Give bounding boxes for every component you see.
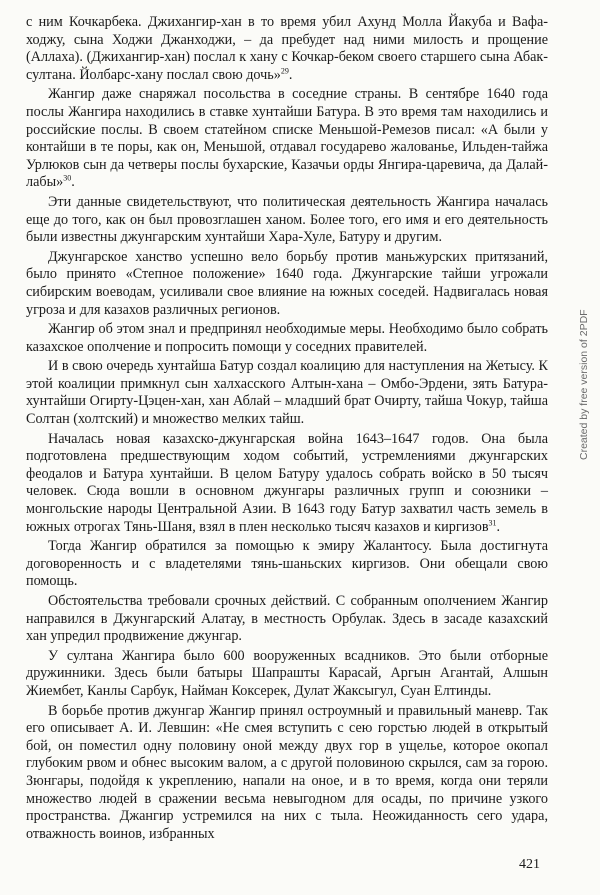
paragraph-6: И в свою очередь хунтайша Батур создал коалицию для наступления на Жетысу. К этой коалиции примкнул сын халхасского Алтын-хана – Омбо-Эрдени, зять Батура-хунтайши Огирту-Цэцен-хан, хан Аблай – младший брат Очирту, тайша Чокур, тайша Солтан (холтский) и множество мелких тайш. [26,358,548,428]
paragraph-11: В борьбе против джунгар Жангир принял остроумный и правильный маневр. Так его описывает А. И. Левшин: «Не смея вступить с сею горстью людей в открытый бой, он поместил одну половину оной между двух гор в ущелье, которое окопал глубоким рвом и обнес высоким валом, а с другой половиною скрылся, сам за горою. Зюнгары, подойдя к укреплению, напали на оное, и в то время, когда они теряли множество людей в сражении весьма невыгодном для осады, по причине узкого пространства. Джангир устремился на них с тыла. Неожиданность сего удара, отважность воинов, избранных [26,702,548,842]
paragraph-5: Жангир об этом знал и предпринял необходимые меры. Необходимо было собрать казахское ополчение и попросить помощи у соседних правителей. [26,321,548,355]
footnote-ref-29: 29 [280,66,289,76]
paragraph-4: Джунгарское ханство успешно вело борьбу против маньжурских притязаний, было принято «Степное положение» 1640 года. Джунгарские тайши угрожали сибирским воеводам, усиливали свое влияние на южных соседей. Надвигалась новая угроза и для казахов различных регионов. [26,248,548,318]
paragraph-7: Началась новая казахско-джунгарская война 1643–1647 годов. Она была подготовлена предшествующим ходом событий, устремлениями джунгарских феодалов и Батура хунтайши. В целом Батуру удалось собрать войско в 50 тысяч человек. Сюда вошли в основном джунгары различных групп и союзники – монгольские народы Центральной Азии. В 1643 году Батур захватил часть земель в южных отрогах Тянь-Шаня, взял в плен несколько тысяч казахов и киргизов$^{31}$. [26,430,548,535]
paragraph-8: Тогда Жангир обратился за помощью к эмиру Жалантосу. Была достигнута договоренность и с владетелями тянь-шаньских киргизов. Они обещали свою помощь. [26,538,548,590]
footnote-ref-31: 31 [488,517,497,527]
paragraph-9: Обстоятельства требовали срочных действий. С собранным ополчением Жангир направился в Джунгарский Алатау, в местность Орбулак. Здесь в засаде казахский хан упредил продвижение джунгар. [26,593,548,645]
paragraph-2: Жангир даже снаряжал посольства в соседние страны. В сентябре 1640 года послы Жангира находились в ставке хунтайши Батура. В это время там находились и российские послы. В своем статейном списке Меньшой-Ремезов писал: «А были у контайши в те поры, как он, Меньшой, отдавал государево жалованье, Ильден-тайжа Урлюков сын да четверы послы бухарские, Казачьи орды Янгира-царевича, да Далай-лабы»$^{30}$. [26,86,548,191]
paragraph-10: У султана Жангира было 600 вооруженных всадников. Это были отборные дружинники. Здесь были батыры Шапрашты Карасай, Аргын Агантай, Алшын Жиембет, Канлы Сарбук, Найман Коксерек, Дулат Жаксыгул, Суан Елтинды. [26,647,548,699]
page-number: 421 [519,857,540,872]
paragraph-1: с ним Кочкарбека. Джихангир-хан в то время убил Ахунд Молла Йакуба и Вафа-ходжу, сына Ходжи Джанходжи, – да пребудет над ними милость и прощение (Аллаха). (Джихангир-хан) послал к хану с Кочкар-беком своего старшего сына Абак-султана. Йолбарс-хану послал свою дочь»$^{29}$. [26,14,548,83]
watermark-sidenote: Created by free version of 2PDF [578,309,590,461]
paragraph-3: Эти данные свидетельствуют, что политическая деятельность Жангира началась еще до того, как он был провозглашен ханом. Более того, его имя и его деятельность были известны джунгарским хунтайши Хара-Хуле, Батуру и другим. [26,193,548,246]
page-body [26,14,548,845]
footnote-ref-30: 30 [63,173,72,183]
